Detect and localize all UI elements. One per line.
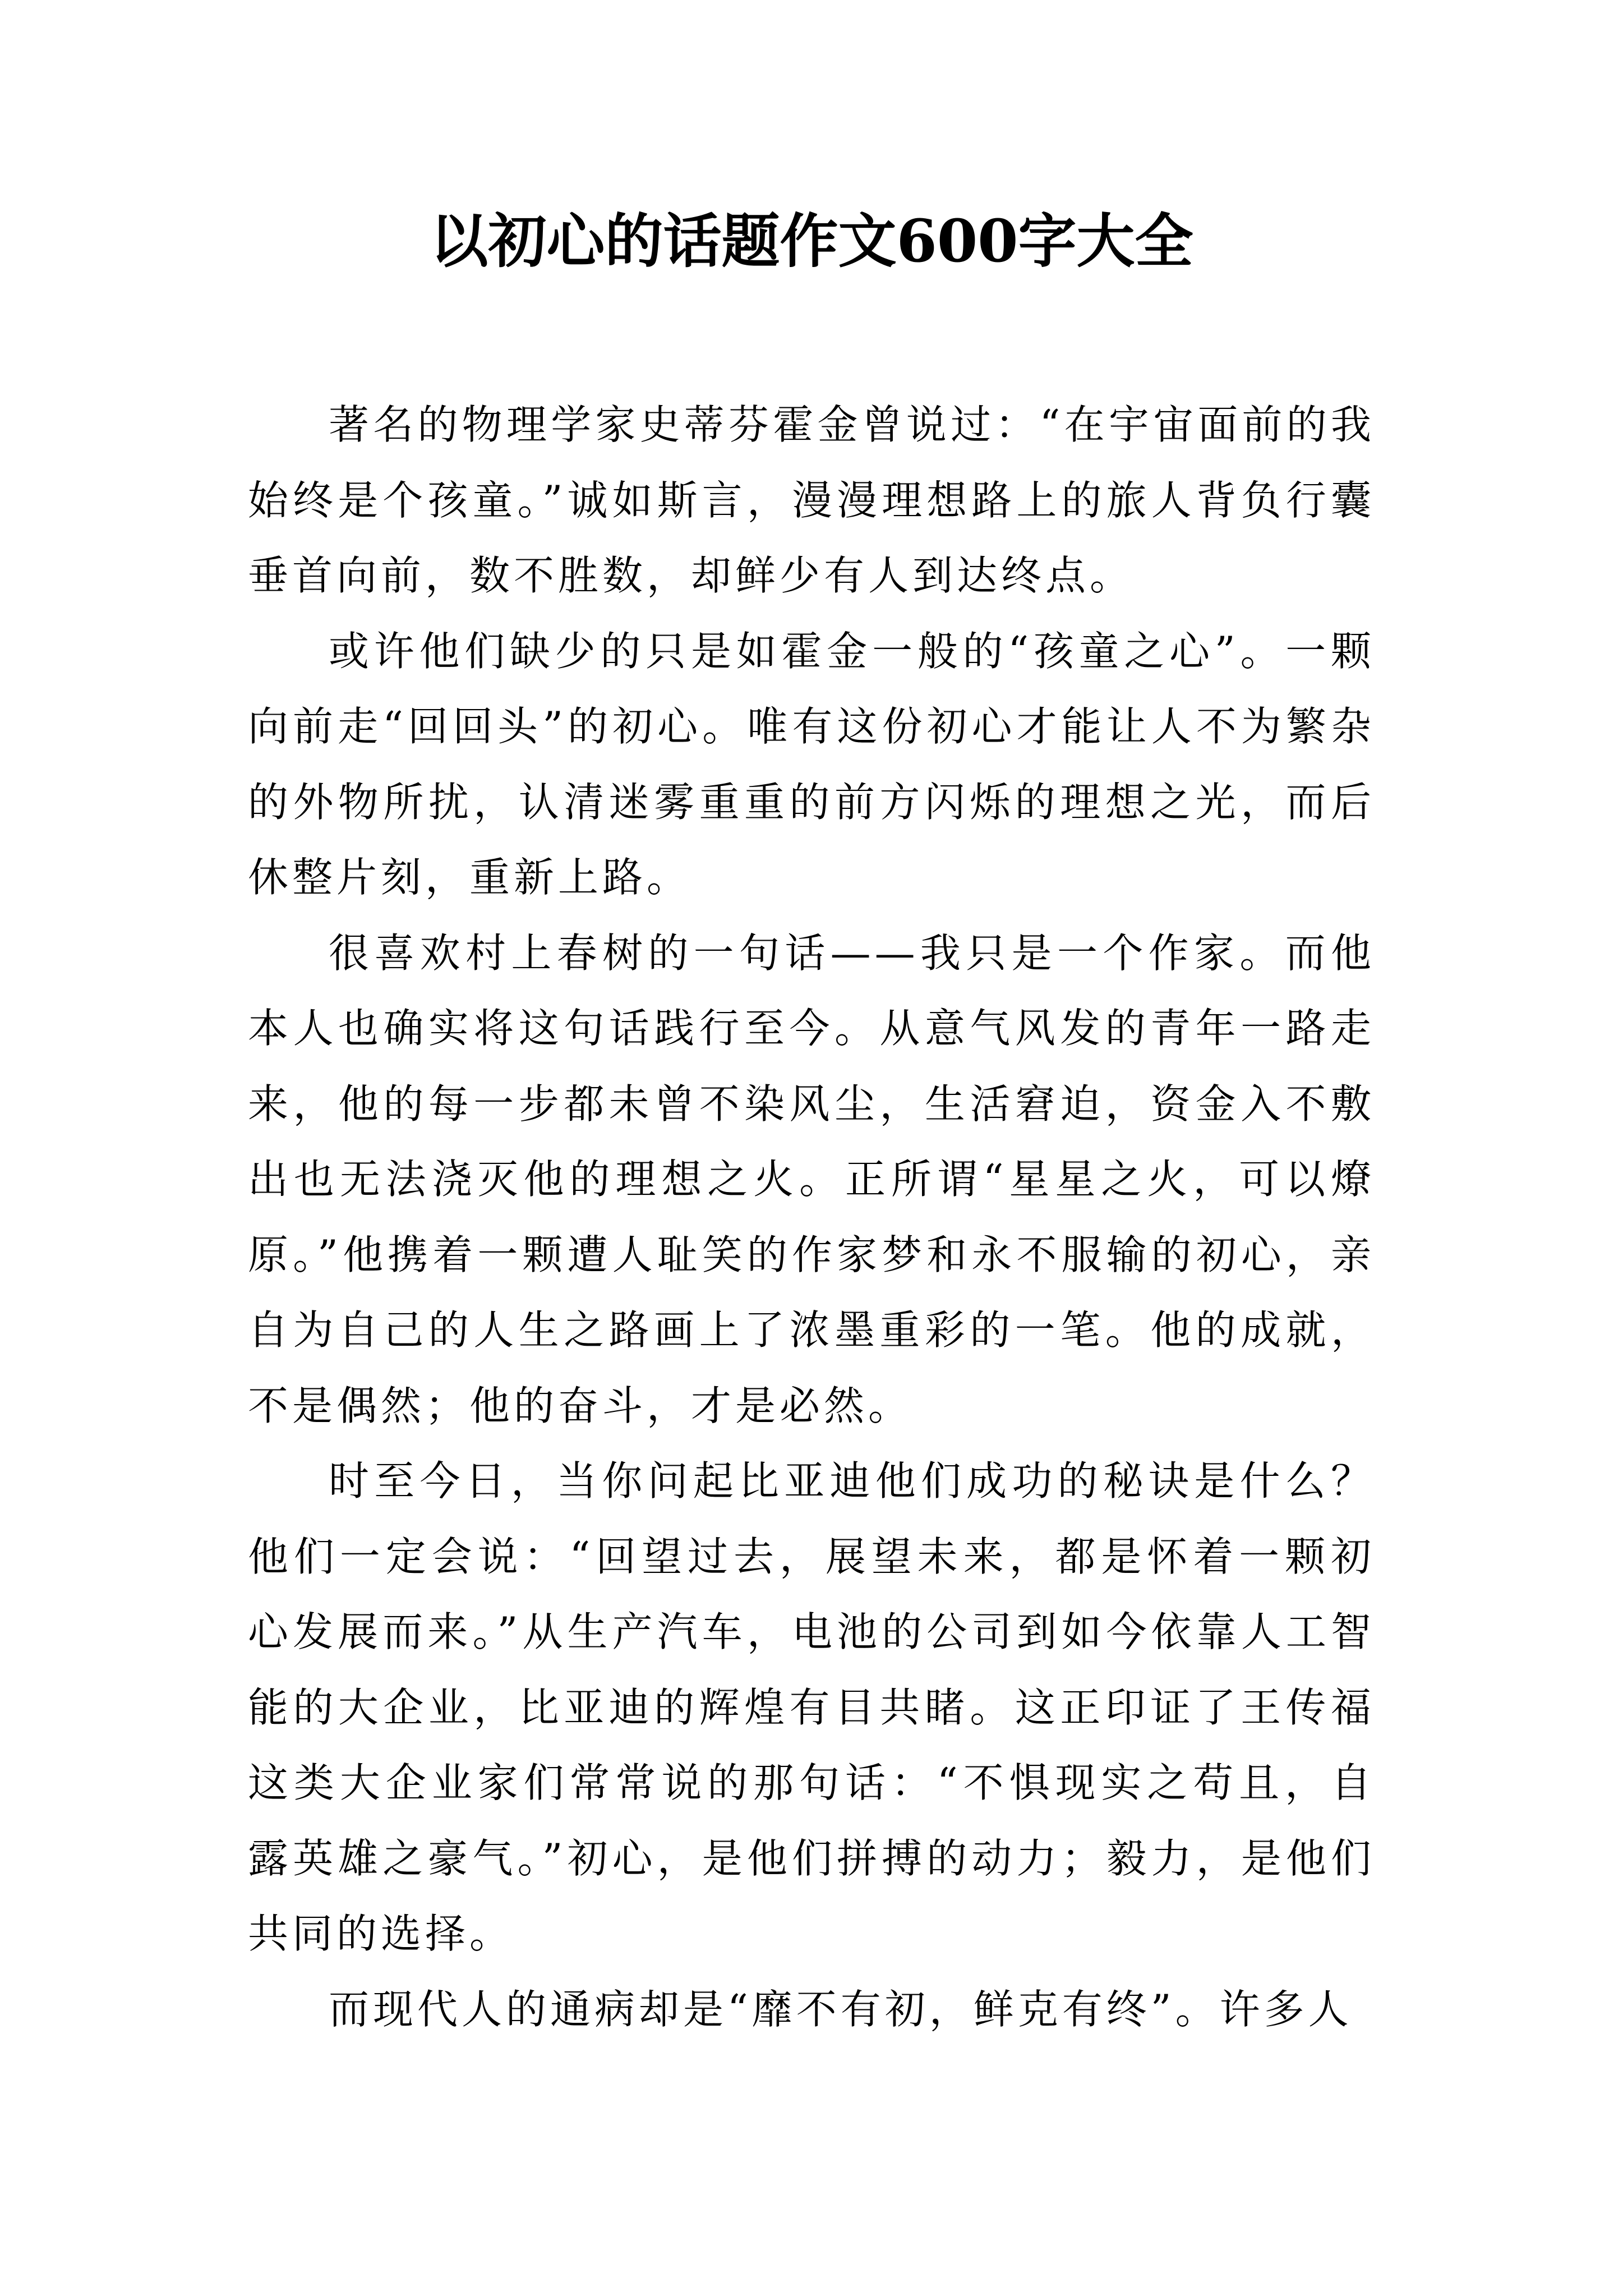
paragraph-3: 很喜欢村上春树的一句话——我只是一个作家。而他本人也确实将这句话践行至今。从意气风发的青年一路走来，他的每一步都未曾不染风尘，生活窘迫，资金入不敷出也无法浇灭他的理想之火。正所谓“星星之火，可以燎原。”他携着一颗遭人耻笑的作家梦和永不服输的初心，亲自为自己的人生之路画上了浓墨重彩的一笔。他的成就，不是偶然；他的奋斗，才是必然。 — [248, 929, 1375, 1429]
document-body — [248, 387, 1375, 2047]
document-title: 以初心的话题作文600字大全 — [430, 206, 1193, 275]
paragraph-1: 著名的物理学家史蒂芬霍金曾说过：“在宇宙面前的我始终是个孩童。”诚如斯言，漫漫理想路上的旅人背负行囊垂首向前，数不胜数，却鲜少有人到达终点。 — [248, 401, 1375, 599]
paragraph-2: 或许他们缺少的只是如霍金一般的“孩童之心”。一颗向前走“回回头”的初心。唯有这份初心才能让人不为繁杂的外物所扰，认清迷雾重重的前方闪烁的理想之光，而后休整片刻，重新上路。 — [248, 627, 1375, 901]
paragraph-5: 而现代人的通病却是“靡不有初，鲜克有终”。许多人 — [329, 1985, 1353, 2033]
paragraph-4: 时至今日，当你问起比亚迪他们成功的秘诀是什么？他们一定会说：“回望过去，展望未来，都是怀着一颗初心发展而来。”从生产汽车，电池的公司到如今依靠人工智能的大企业，比亚迪的辉煌有目共睹。这正印证了王传福这类大企业家们常常说的那句话：“不惧现实之苟且，自露英雄之豪气。”初心，是他们拼搏的动力；毅力，是他们共同的选择。 — [248, 1457, 1375, 1957]
